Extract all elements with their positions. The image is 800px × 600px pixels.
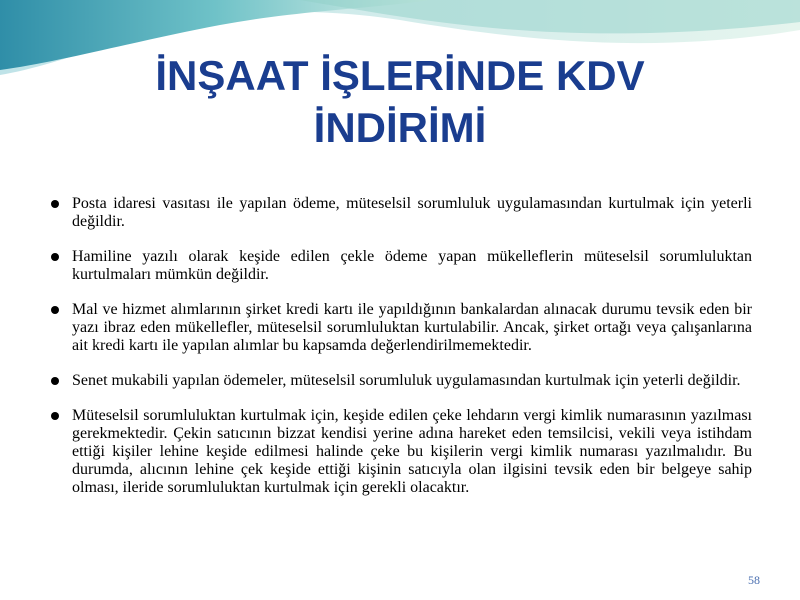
page-number: 58: [748, 573, 760, 587]
bullet-dot-icon: [51, 200, 59, 208]
bullet-list: [48, 195, 752, 514]
bullet-text: Posta idaresi vasıtası ile yapılan ödeme, müteselsil sorumluluk uygulamasından kurtulmak için yeterli değildir.: [72, 195, 752, 230]
slide-title-line-1: İNŞAAT İŞLERİNDE KDV: [155, 52, 645, 99]
slide-title-line-2: İNDİRİMİ: [313, 104, 487, 151]
bullet-item: [48, 301, 752, 355]
bullet-text: Senet mukabili yapılan ödemeler, müteselsil sorumluluk uygulamasından kurtulmak için yeterli değildir.: [72, 372, 741, 389]
bullet-text: Mal ve hizmet alımlarının şirket kredi kartı ile yapıldığının bankalardan alınacak durumu tevsik eden bir yazı ibraz eden mükellefler, müteselsil sorumluluktan kurtulabilir. Ancak, şirket ortağı veya çalışanlarına ait kredi kartı ile yapılan alımlar bu kapsamda değerlendirilmemektedir.: [72, 301, 752, 354]
bullet-item: [48, 372, 752, 390]
bullet-text: Müteselsil sorumluluktan kurtulmak için, keşide edilen çeke lehdarın vergi kimlik numarasının yazılması gerekmektedir. Çekin satıcının bizzat kendisi yerine adına hareket eden temsilcisi, vekili veya istihdam ettiği kişiler lehine keşide edilmesi halinde çeke bu kişilerin vergi kimlik numarası yazılmalıdır. Bu durumda, alıcının lehine çek keşide ettiği kişinin satıcıyla olan ilgisini tevsik eden bir belgeye sahip olması, ileride sorumluluktan kurtulmak için gerekli olacaktır.: [72, 407, 752, 496]
bullet-dot-icon: [51, 412, 59, 420]
bullet-item: [48, 195, 752, 231]
bullet-dot-icon: [51, 253, 59, 261]
bullet-text: Hamiline yazılı olarak keşide edilen çekle ödeme yapan mükelleflerin müteselsil sorumluluktan kurtulmaları mümkün değildir.: [72, 248, 752, 283]
bullet-dot-icon: [51, 306, 59, 314]
bullet-dot-icon: [51, 377, 59, 385]
bullet-item: [48, 407, 752, 497]
slide-title: [0, 50, 800, 154]
bullet-item: [48, 248, 752, 284]
